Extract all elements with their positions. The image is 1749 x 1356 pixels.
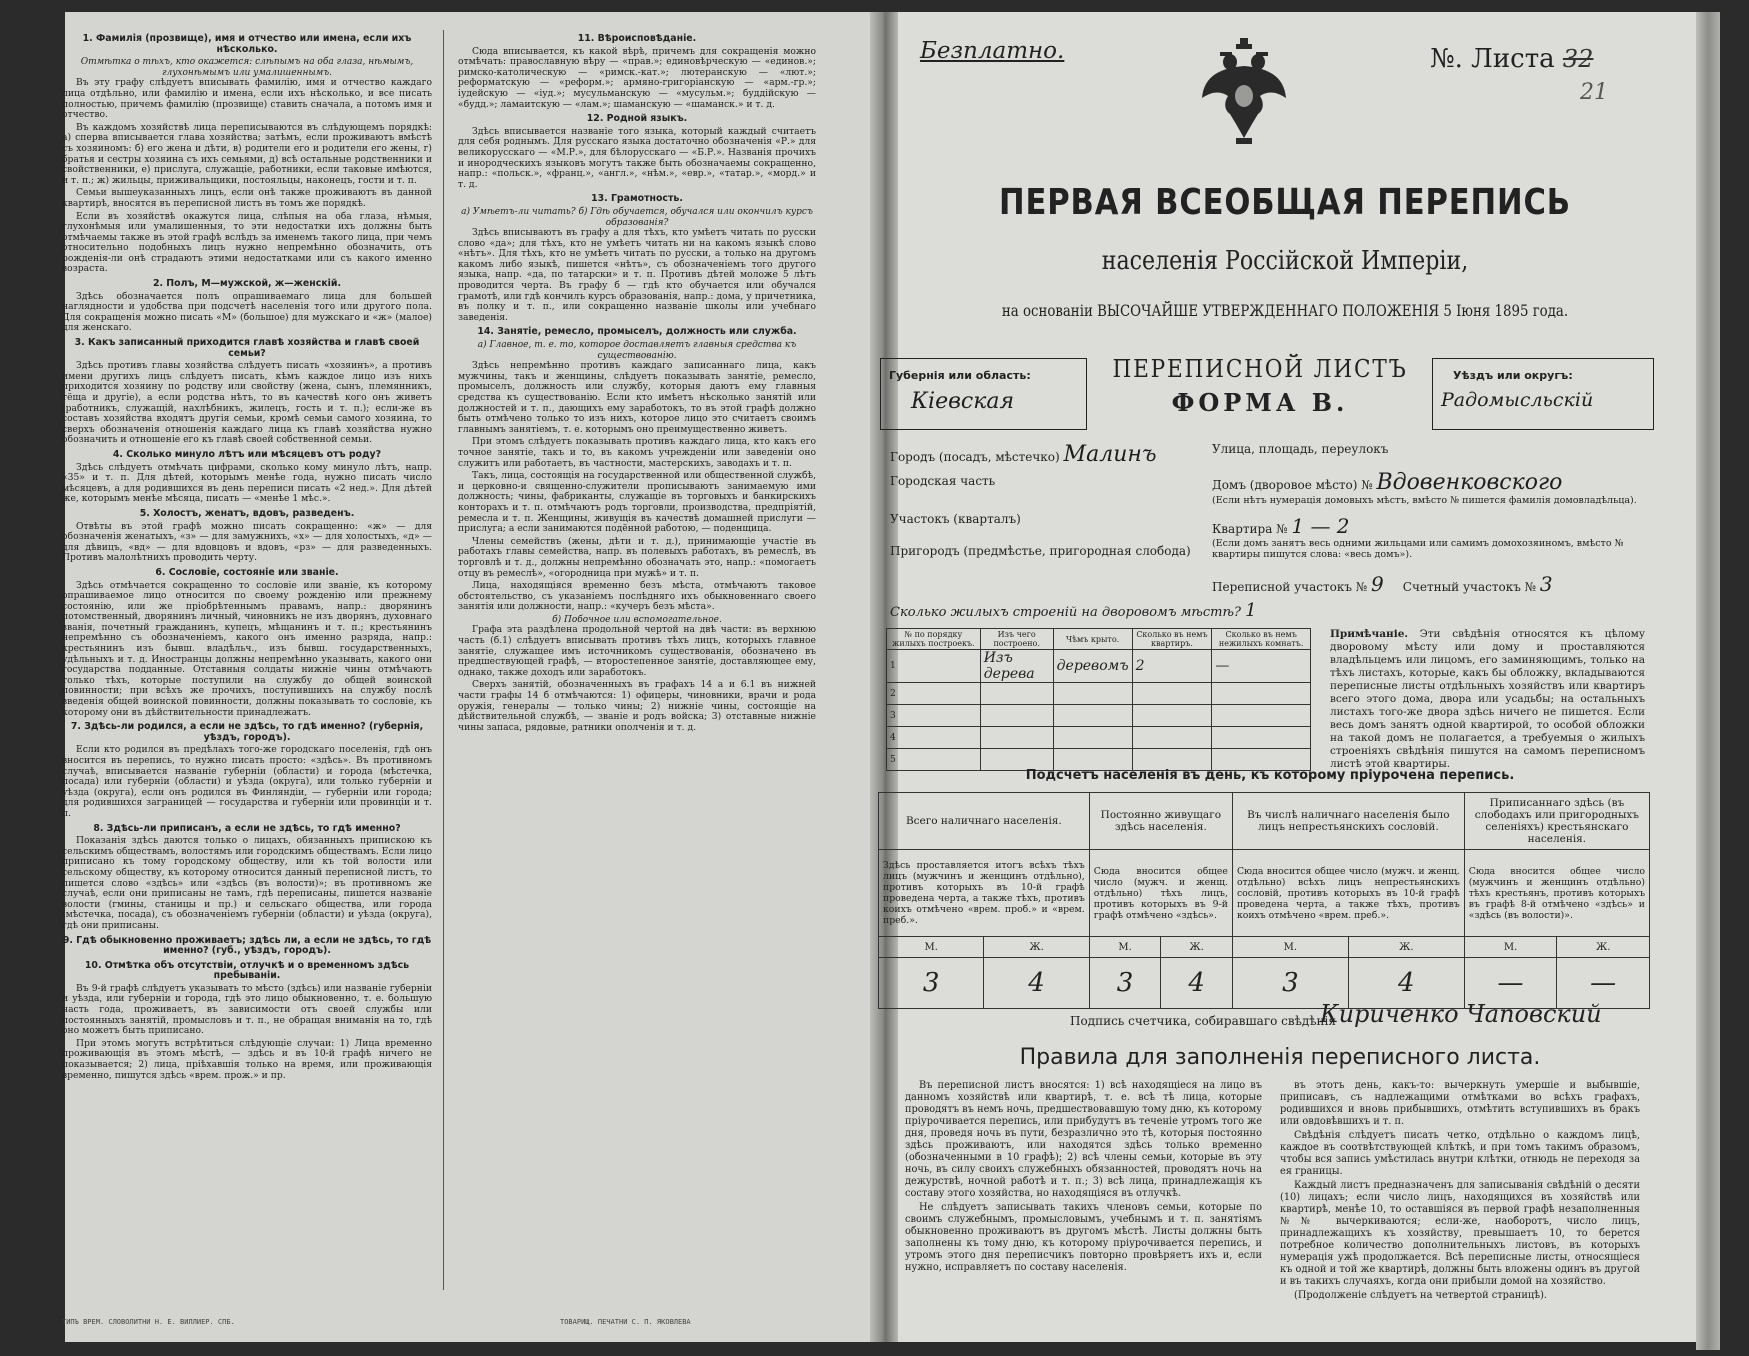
instructions-column-1 — [62, 30, 432, 1300]
uezd-label: Уѣздъ или округъ: — [1453, 369, 1573, 382]
tally-value: 3 — [879, 958, 984, 1009]
tally-description: Сюда вносится общее число (мужчинъ и женщинъ отдѣльно) тѣхъ крестьянъ, противъ которыхъ въ графѣ 8-й отмѣчено «здѣсь» и «здѣсь (въ волости)». — [1464, 850, 1649, 937]
tally-sex-label: М. — [1089, 937, 1161, 958]
rule-paragraph: Каждый листъ предназначенъ для записыванія свѣдѣній о десяти (10) лицахъ; если число лицъ, находящихся въ хозяйствѣ или квартирѣ, менѣе 10, то оставшіяся въ первой графѣ незаполненныя №№ вычеркиваются; если-же, наоборотъ, число лицъ, принадлежащихъ къ хозяйству, превышаетъ 10, то берется потребное количество дополнительныхъ листовъ, въ которыхъ нумерація ужѣ продолжается. Всѣ переписные листы, относящіеся къ одной и той же квартирѣ, должны быть вложены одинъ въ другой и въ такихъ случаяхъ, когда они прибыли домой на хозяйство. — [1280, 1180, 1640, 1287]
instruction-paragraph: Показанія здѣсь даются только о лицахъ, обязанныхъ припискою къ сельскимъ обществамъ, волостямъ или городскимъ обществамъ. Если лицо приписано къ тому городскому обществу, или къ той волости или сельскому обществу, къ которому относится данный переписной листъ, то пишется слово «здѣсь» или «здѣсь (въ волости)»; въ противномъ же случаѣ, если они приписаны не тамъ, гдѣ переписаны, пишется названіе волости (гмины, станицы и пр.) и сельскаго общества, или города (мѣстечка, посада), съ обозначеніемъ губерніи (области) и уѣзда (округа), гдѣ они приписаны. — [62, 835, 432, 931]
instruction-paragraph: Здѣсь обозначается полъ опрашиваемаго лица для большей наглядности и удобства при подсчетѣ населенія того или другого пола. Для сокращенія можно писать «М» (большое) для мужскаго и «ж» (малое) для женскаго. — [62, 290, 432, 334]
sheet-number — [1430, 44, 1593, 74]
count-area-label: Счетный участокъ № — [1402, 580, 1537, 594]
rule-paragraph: Свѣдѣнія слѣдуетъ писать четко, отдѣльно о каждомъ лицѣ, каждое въ соотвѣтствующей клѣткѣ, и при томъ такимъ образомъ, чтобы вся запись умѣстилась внутри клѣтки, отнюдь не переходя за ея границы. — [1280, 1130, 1640, 1177]
rules-column-2 — [1280, 1080, 1640, 1315]
table-row — [887, 705, 1311, 727]
instruction-paragraph: Здѣсь непремѣнно противъ каждаго записаннаго лица, какъ мужчины, такъ и женщины, слѣдуетъ показывать занятіе, ремесло, промыселъ, должность или службу, которыя даютъ ему главныя средства къ существованію. Если кто имѣетъ нѣсколько занятій или должностей и т. п., дающихъ ему заработокъ, то въ этой графѣ должно быть отмѣчено только то изъ нихъ, которое лицо это считаетъ своимъ главнымъ занятіемъ, т. е. которымъ оно преимущественно живетъ. — [458, 360, 816, 435]
instruction-paragraph: Здѣсь вписываютъ въ графу а для тѣхъ, кто умѣетъ читать по русски слово «да»; для тѣхъ, кто не умѣетъ читать ни на какомъ языкѣ слово «нѣтъ». Для тѣхъ, кто не умѣетъ читать по русски, а только на другомъ какомъ либо языкѣ, пишется «нѣтъ», съ обозначеніемъ того другого языка, напр. «да, по татарски» и т. п. Противъ дѣтей моложе 5 лѣтъ проводится черта. Въ графу б — гдѣ кто обучается или обучался грамотѣ, или гдѣ кончилъ курсъ образованія, напр.: дома, у причетника, въ полку и т. п., или сокращенно названіе школы или учебнаго заведенія. — [458, 227, 816, 323]
tally-sex-label: М. — [879, 937, 984, 958]
column-divider — [443, 30, 444, 1290]
census-subtitle: населенія Россійской Имперіи, — [1101, 246, 1469, 276]
instruction-paragraph: Графа эта раздѣлена продольной чертой на двѣ части: въ верхнюю часть (б.1) слѣдуетъ вписывать противъ тѣхъ лицъ, которыхъ главное занятіе, служащее имъ источникомъ существованія, обозначено въ предшествующей графѣ, — второстепенное занятіе, доставляющее ему, однако, также доходъ или заработокъ. — [458, 624, 816, 678]
buildings-table-header: № по порядку жилыхъ построекъ. — [887, 629, 981, 650]
buildings-table-cell — [1132, 683, 1212, 705]
buildings-table-header: Сколько въ немъ квартиръ. — [1132, 629, 1212, 650]
instruction-paragraph: Въ каждомъ хозяйствѣ лица переписываются въ слѣдующемъ порядкѣ: а) сперва вписывается глава хозяйства; затѣмъ, если проживаютъ вмѣстѣ съ хозяиномъ: б) его жена и дѣти, в) родители его и родители его жены, г) братья и сестры хозяина съ ихъ семьями, д) всѣ остальные родственники и свойственники, е) прислуга, служащіе, работники, если таковые имѣются, и т. п.; ж) жильцы, приживальщики, постояльцы, наконецъ, гости и т. п. — [62, 121, 432, 186]
street-label: Улица, площадь, переулокъ — [1212, 442, 1389, 456]
instruction-paragraph: Если въ хозяйствѣ окажутся лица, слѣпыя на оба глаза, нѣмыя, глухонѣмыя или умалишенныя, то эти недостатки ихъ должны быть отмѣчаемы также въ этой графѣ вслѣдъ за именемъ такого лица, при чемъ относительно подобныхъ лицъ нужно непремѣнно обозначить, отъ рожденія-ли онѣ страдаютъ этими недостатками или съ какого именно возраста. — [62, 210, 432, 275]
buildings-table-cell: 1 — [887, 650, 981, 683]
table-row — [887, 683, 1311, 705]
note-label: Примѣчаніе. — [1330, 628, 1409, 640]
instruction-paragraph: Лица, находящіяся временно безъ мѣста, отмѣчаютъ таковое обстоятельство, съ указаніемъ послѣдняго ихъ обыкновеннаго своего занятія или должности, напр.: «кучеръ безъ мѣста». — [458, 580, 816, 613]
section-heading: 4. Сколько минуло лѣтъ или мѣсяцевъ отъ роду? — [112, 448, 382, 460]
count-area-value: 3 — [1539, 572, 1553, 596]
tally-value: 3 — [1232, 958, 1348, 1009]
tally-value: 4 — [1161, 958, 1233, 1009]
tally-value: 4 — [1348, 958, 1464, 1009]
suburb-field — [890, 544, 1191, 558]
population-tally-table — [878, 792, 1650, 1009]
apartment-value: 1 — 2 — [1291, 514, 1350, 538]
buildings-table-cell: 2 — [1132, 650, 1212, 683]
uchastok-field — [890, 512, 1021, 526]
tally-header: Приписаннаго здѣсь (въ слободахъ или пригородныхъ селеніяхъ) крестьянскаго населенія. — [1464, 793, 1649, 850]
sheet-number-label: №. Листа — [1430, 44, 1555, 74]
rule-paragraph: (Продолженіе слѣдуетъ на четвертой страницѣ). — [1294, 1290, 1548, 1301]
buildings-table-cell: — — [1212, 650, 1311, 683]
buildings-table-cell: 3 — [887, 705, 981, 727]
section-heading: 5. Холостъ, женатъ, вдовъ, разведенъ. — [139, 507, 355, 519]
enumerator-signature: Кириченко Чаповский — [1320, 1000, 1602, 1028]
section-heading: 3. Какъ записанный приходится главѣ хозяйства и главѣ своей семьи? — [74, 337, 420, 359]
table-row — [887, 727, 1311, 749]
double-headed-eagle-emblem — [1200, 38, 1288, 146]
section-heading: 12. Родной языкъ. — [586, 113, 688, 125]
buildings-question — [890, 600, 1257, 621]
tally-sex-label: Ж. — [1161, 937, 1233, 958]
district-field — [890, 474, 995, 488]
instruction-paragraph: Здѣсь отмѣчается сокращенно то сословіе или званіе, къ которому опрашиваемое лицо относится по своему рожденію или прежнему состоянію, или же пріобрѣтеннымъ правамъ, напр.: дворянинъ потомственный, дворянинъ личный, чиновникъ не изъ дворянъ, духовнаго званія, почетный гражданинъ, купецъ, мѣщанинъ и т. п.; крестьянинъ непремѣнно съ обозначеніемъ, какого онъ именно разряда, напр.: крестьянинъ изъ бывш. владѣльч., изъ бывш. государственныхъ, удѣльныхъ и т. д. Иностранцы должны непремѣнно указывать, какого они государства подданные. Отставныя солдаты нижніе чины отмѣчаютъ только тѣхъ, которые поступили на службу до общей воинской повинности; при всѣхъ же прочихъ, поступившихъ на службу послѣ введенія общей воинской повинности, должны показывать то сословіе, къ которому они въ дѣйствительности принадлежатъ. — [62, 579, 432, 718]
instruction-paragraph: Сюда вписывается, къ какой вѣрѣ, причемъ для сокращенія можно отмѣчать: православную вѣру — «прав.»; единовѣрческую — «единов.»; римско-католическую — «римск.-кат.»; лютеранскую — «лют.»; реформатскую — «реформ.»; армяно-григоріанскую — «арм.-гр.»; іудейскую — «іуд.»; мусульманскую — «мусульм.»; буддійскую — «будд.»; ламаитскую — «лам.»; шаманскую — «шаманск.» и т. д. — [458, 45, 816, 110]
tally-description: Сюда вносится общее число (мужч. и женщ. отдѣльно) тѣхъ лицъ, противъ которыхъ въ 9-й графѣ отмѣчено «здѣсь». — [1089, 850, 1232, 937]
buildings-table-cell — [980, 727, 1053, 749]
section-heading: 11. Вѣроисповѣданіе. — [577, 33, 697, 44]
tally-description: Здѣсь проставляется итогъ всѣхъ тѣхъ лицъ (мужчинъ и женщинъ отдѣльно), противъ которыхъ въ 10-й графѣ проведена черта, а также тѣхъ, противъ коихъ отмѣчено «врем. проб.» и «врем. преб.». — [879, 850, 1090, 937]
buildings-label: Сколько жилыхъ строеній на дворовомъ мѣстѣ? — [890, 605, 1241, 620]
city-field — [890, 442, 1157, 467]
note-text: Эти свѣдѣнія относятся къ цѣлому дворовому мѣсту или дому и проставляются владѣльцемъ или лицомъ, его заминяющимъ, только на тѣхъ листахъ, которые, какъ бы обложку, вкладываются переписные листы отдѣльныхъ хозяйствъ или квартиръ всего этого дома, двора или усадьбы; на остальныхъ листахъ того-же двора здѣсь ничего не пишется. Если весь домъ занятъ одной квартирой, то особой обложки на такой домъ не полагается, а требуемыя о жилыхъ строеніяхъ свѣдѣнія пишутся на самомъ переписномъ листѣ этой квартиры. — [1330, 628, 1645, 770]
instruction-paragraph: Въ эту графу слѣдуетъ вписывать фамилію, имя и отчество каждаго лица отдѣльно, или фамилію и имена, если ихъ нѣсколько, и все писать полностью, причемъ фамилію (прозвище) ставить сначала, а потомъ имя и отчество. — [62, 77, 432, 121]
house-note: (Если нѣтъ нумерація домовыхъ мѣстъ, вмѣсто № пишется фамилія домовладѣльца). — [1212, 495, 1637, 506]
buildings-table — [886, 628, 1311, 771]
rule-paragraph: Не слѣдуетъ записывать такихъ членовъ семьи, которые по своимъ служебнымъ, промысловымъ, учебнымъ и т. п. занятіямъ обыкновенно проживаютъ въ другомъ мѣстѣ. Листы должны быть заполнены къ тому дню, къ которому пріурочивается перепись, и утромъ этого дня переписчикъ повторно провѣряетъ ихъ и, если нужно, исправляетъ по составу населенія. — [905, 1202, 1262, 1273]
tally-value: 4 — [984, 958, 1089, 1009]
buildings-table-cell — [1132, 727, 1212, 749]
tally-sex-label: Ж. — [1348, 937, 1464, 958]
buildings-table-cell — [1053, 683, 1132, 705]
buildings-value: 1 — [1245, 600, 1257, 621]
instructions-column-2 — [458, 30, 816, 1300]
instruction-paragraph: Отвѣты въ этой графѣ можно писать сокращенно: «ж» — для обозначенія женатыхъ, «з» — для замужнихъ, «х» — для холостыхъ, «д» — для дѣвицъ, «вд» — для вдовцовъ и вдовъ, «рз» — для разведенныхъ. Противъ малолѣтнихъ проводить черту. — [62, 520, 432, 564]
guberniya-label: Губернія или область: — [889, 369, 1031, 382]
printer-footnote-left: ТИПЪ ВРЕМ. СЛОВОЛИТНИ Н. Е. ВИЛЛИЕР. СПБ. — [62, 1318, 235, 1326]
sheet-number-handwritten: 21 — [1580, 80, 1608, 105]
buildings-table-cell — [1132, 705, 1212, 727]
rule-paragraph: въ этотъ день, какъ-то: вычеркнуть умершіе и выбывшіе, приписавъ, съ надлежащими отмѣтками во всѣхъ графахъ, родившихся и вновь прибывшихъ, отмѣтить вступившихъ въ бракъ или овдовѣвшихъ и т. п. — [1280, 1080, 1640, 1127]
buildings-table-cell: 4 — [887, 727, 981, 749]
tally-sex-label: Ж. — [1557, 937, 1650, 958]
house-label: Домъ (дворовое мѣсто) № — [1212, 478, 1373, 492]
house-field — [1212, 470, 1652, 506]
cover-edge — [1696, 12, 1720, 1350]
section-subheading: а) Умѣетъ-ли читать? б) Гдѣ обучается, обучался или окончилъ курсъ образованія? — [461, 206, 813, 228]
suburb-label: Пригородъ (предмѣстье, пригородная слобода) — [890, 544, 1191, 558]
city-value: Малинъ — [1063, 442, 1157, 467]
rules-title: Правила для заполненія переписного листа. — [1019, 1045, 1541, 1070]
apartment-note: (Если домъ занятъ весь одними жильцами или самимъ домохозяиномъ, вмѣсто № квартиры пишутся слова: «весь домъ»). — [1212, 538, 1624, 560]
instruction-paragraph: Здѣсь вписывается названіе того языка, который каждый считаетъ для себя роднымъ. Для русскаго языка достаточно обозначенія «Р.» для великорусскаго — «М.Р.», для бѣлорусскаго — «Б.Р.». Названія прочихъ и инородческихъ языковъ могутъ также быть обозначаемы сокращенно, напр.: «польск.», «франц.», «англ.», «нѣм.», «евр.», «татар.», «морд.» и т. д. — [458, 125, 816, 190]
enumerator-signature-label: Подпись счетчика, собиравшаго свѣдѣнія — [1070, 1014, 1336, 1028]
census-area-field — [1212, 572, 1553, 596]
section-heading: 8. Здѣсь-ли приписанъ, а если не здѣсь, то гдѣ именно? — [93, 822, 401, 834]
buildings-table-header: Изъ чего построено. — [980, 629, 1053, 650]
instruction-paragraph: Сверхъ занятій, обозначенныхъ въ графахъ 14 а и 6.1 въ нижней части графы 14 б отмѣчаются: 1) офицеры, чиновники, врачи и рода оружія, генералы — только чины; 2) нижніе чины, состоящіе на дѣйствительной службѣ, — званіе и родъ войска; 3) отставные нижніе чины запаса, рядовые, ратники ополченія и т. д. — [458, 679, 816, 733]
instruction-paragraph: Здѣсь противъ главы хозяйства слѣдуетъ писать «хозяинъ», а противъ имени другихъ лицъ слѣдуетъ писать, кѣмъ каждое лицо изъ нихъ приходится хозяину по родству или свойству (жена, сынъ, племянникъ, тёща и другіе), а если родства нѣтъ, то въ качествѣ кого онъ живетъ (работникъ, служащій, нахлѣбникъ, жилецъ, гость и т. п.); если-же въ составъ хозяйства входятъ другія семьи, кромѣ семьи самого хозяина, то сверхъ обозначенія отношенія каждаго лица къ главѣ хозяйства нужно обозначить и отношеніе его къ главѣ своей собственной семьи. — [62, 360, 432, 446]
section-heading: 14. Занятіе, ремесло, промыселъ, должность или служба. — [477, 326, 797, 338]
buildings-table-cell: 5 — [887, 749, 981, 771]
tally-value: — — [1464, 958, 1557, 1009]
table-row — [887, 650, 1311, 683]
buildings-table-header: Чѣмъ крыто. — [1053, 629, 1132, 650]
tally-sex-label: М. — [1232, 937, 1348, 958]
guberniya-box — [880, 358, 1087, 430]
instruction-paragraph: Въ 9-й графѣ слѣдуетъ указывать то мѣсто (здѣсь) или названіе губерніи и уѣзда, или губерніи и города, гдѣ это лицо обыкновенно, т. е. большую часть года, проживаетъ, въ зависимости отъ своей службы или постоянныхъ занятій, промысловъ и т. п., не обращая вниманія на то, гдѣ оно можетъ быть приписано. — [62, 982, 432, 1037]
section-heading: 6. Сословіе, состояніе или званіе. — [155, 566, 339, 578]
rule-paragraph: Въ переписной листъ вносятся: 1) всѣ находящіеся на лицо въ данномъ хозяйствѣ или квартирѣ, т. е. всѣ тѣ лица, которые проводятъ въ немъ ночь, предшествовавшую тому дню, къ которому пріурочивается перепись, или прибудутъ въ теченіе утромъ того же дня, проведя ночь въ пути, безразлично это тѣ, которыя постоянно здѣсь проживаютъ, или находятся здѣсь только временно (обозначенными в 10 графѣ); 2) всѣ члены семьи, которые въ эту ночь, въ силу своихъ служебныхъ обязанностей, проводятъ ночь на дежурствѣ, ночной работѣ и т. п.; 3) всѣ лица, принадлежащія къ составу этого хозяйства, но находящіяся въ отлучкѣ. — [905, 1080, 1262, 1199]
instruction-paragraph: Здѣсь слѣдуетъ отмѣчать цифрами, сколько кому минуло лѣтъ, напр. «35» и т. п. Для дѣтей, которымъ менѣе года, нужно писать число мѣсяцевъ, а для родившихся въ день переписи писать «2 нед.». Для дѣтей же, которымъ менѣе мѣсяца, писать — «менѣе 1 мѣс.». — [62, 461, 432, 505]
section-heading: 1. Фамилія (прозвище), имя и отчество или имена, если ихъ нѣсколько. — [82, 33, 412, 55]
uchastok-label: Участокъ (кварталъ) — [890, 512, 1021, 526]
section-heading: 10. Отмѣтка объ отсутствіи, отлучкѣ и о временномъ здѣсь пребываніи. — [84, 959, 410, 982]
census-title: ПЕРВАЯ ВСЕОБЩАЯ ПЕРЕПИСЬ — [999, 182, 1571, 223]
census-area-value: 9 — [1370, 572, 1384, 596]
buildings-table-header: Сколько въ немъ нежилыхъ комнатъ. — [1212, 629, 1311, 650]
printer-footnote-right: ТОВАРИЩ. ПЕЧАТНИ С. П. ЯКОВЛЕВА — [560, 1318, 691, 1326]
tally-description: Сюда вносится общее число (мужч. и женщ. отдѣльно) всѣхъ лицъ непрестьянскихъ сословій, противъ которыхъ въ 10-й графѣ проведена черта, а также тѣхъ, противъ коихъ отмѣчено «врем. преб.». — [1232, 850, 1464, 937]
buildings-table-cell: Изъ дерева — [980, 650, 1053, 683]
free-label: Безплатно. — [920, 38, 1065, 64]
tally-heading: Подсчетъ населенія въ день, къ которому пріурочена перепись. — [1025, 768, 1515, 783]
section-heading: 13. Грамотность. — [591, 193, 683, 205]
rules-column-1 — [905, 1080, 1262, 1315]
instruction-paragraph: При этомъ слѣдуетъ показывать противъ каждаго лица, кто какъ его точное занятіе, такъ и то, въ какомъ учрежденіи или заведеніи оно служитъ или работаетъ, въ частности, мастерскихъ, заводахъ и т. п. — [458, 436, 816, 469]
instruction-paragraph: Если кто родился въ предѣлахъ того-же городскаго поселенія, гдѣ онъ вносится въ перепись, то нужно писать просто: «здѣсь». Въ противномъ случаѣ, вписывается названіе губерніи (области) и города (мѣстечка, посада) или губерніи (области) и уѣзда (округа), или только губерніи и уѣзда (округа), если онъ родился въ Финляндіи, — губерніи или города; для родившихся заграницей — государства и губерніи или провинціи и т. п. — [62, 744, 432, 819]
house-value: Вдовенковского — [1376, 470, 1563, 495]
instruction-paragraph: Семьи вышеуказанныхъ лицъ, если онѣ также проживаютъ въ данной квартирѣ, вносятся въ переписной листъ въ томъ же порядкѣ. — [62, 187, 432, 209]
buildings-table-cell — [1212, 727, 1311, 749]
section-heading: 7. Здѣсь-ли родился, а если не здѣсь, то гдѣ именно? (губернія, уѣздъ, городъ). — [70, 721, 424, 743]
decree-line: на основаніи ВЫСОЧАЙШЕ УТВЕРЖДЕННАГО ПОЛОЖЕНІЯ 5 Іюня 1895 года. — [1001, 302, 1569, 320]
buildings-table-cell — [1053, 705, 1132, 727]
buildings-table-cell — [980, 705, 1053, 727]
uezd-box — [1432, 358, 1654, 430]
buildings-table-cell — [1212, 683, 1311, 705]
buildings-note — [1330, 628, 1645, 771]
instruction-paragraph: Такъ, лица, состоящія на государственной или общественной службѣ, и церковно-и священно-служители прописываютъ занимаемую ими должность; чины, фабриканты, служащіе въ торговыхъ и банкирскихъ конторахъ и т. п. отмѣчаютъ родъ торговли, производства, предпріятій, ремесла и т. п. Женщины, живущія въ качествѣ домашней прислуги — прислуга; а если занимаются подённой работою, — поденщица. — [458, 470, 816, 535]
sheet-number-crossed: 32 — [1562, 45, 1594, 73]
tally-header: Постоянно живущаго здѣсь населенія. — [1089, 793, 1232, 850]
instruction-paragraph: Члены семействъ (жены, дѣти и т. д.), принимающіе участіе въ работахъ главы семейства, напр. въ полевыхъ работахъ, въ ремеслѣ, въ торговлѣ и т. д., должны непремѣнно обозначать это, напр.: «помогаетъ отцу въ ремеслѣ», «огородница при мужѣ» и т. п. — [458, 535, 816, 579]
section-heading: 2. Полъ, М—мужской, ж—женскій. — [152, 278, 342, 290]
uezd-value: Радомысльскій — [1441, 389, 1594, 411]
tally-sex-label: М. — [1464, 937, 1557, 958]
street-field — [1212, 442, 1388, 456]
section-subheading: а) Главное, т. е. то, которое доставляетъ главныя средства къ существованію. — [477, 340, 797, 361]
tally-sex-label: Ж. — [984, 937, 1089, 958]
tally-header: Всего наличнаго населенія. — [879, 793, 1090, 850]
apartment-label: Квартира № — [1212, 522, 1288, 536]
form-title: ПЕРЕПИСНОЙ ЛИСТЪ — [1112, 355, 1408, 383]
city-label: Городъ (посадъ, мѣстечко) — [890, 450, 1060, 464]
buildings-table-cell — [1053, 727, 1132, 749]
instruction-paragraph: При этомъ могутъ встрѣтиться слѣдующіе случаи: 1) Лица временно проживающія въ этомъ мѣстѣ, — здѣсь и въ 10-й графѣ ничего не показывается; 2) лица, пріѣхавшія только на время, или проживающія временно, пишутся здѣсь «врем. прож.» и пр. — [62, 1037, 432, 1081]
guberniya-value: Кіевская — [911, 389, 1015, 414]
section-subheading: Отмѣтка о тѣхъ, кто окажется: слѣпымъ на оба глаза, нѣмымъ, глухонѣмымъ или умалишеннымъ. — [80, 57, 414, 78]
buildings-table-cell: 2 — [887, 683, 981, 705]
apartment-field — [1212, 514, 1652, 560]
tally-value: 3 — [1089, 958, 1161, 1009]
buildings-table-cell — [1212, 705, 1311, 727]
district-label: Городская часть — [890, 474, 996, 488]
section-heading: 9. Гдѣ обыкновенно проживаетъ; здѣсь ли, а если не здѣсь, то гдѣ именно? (губ., уѣздъ, городъ). — [62, 934, 432, 957]
census-area-label: Переписной участокъ № — [1212, 580, 1368, 594]
tally-value: — — [1557, 958, 1650, 1009]
buildings-table-cell — [980, 683, 1053, 705]
tally-header: Въ числѣ наличнаго населенія было лицъ непрестьянскихъ сословій. — [1232, 793, 1464, 850]
section-subheading: б) Побочное или вспомогательное. — [552, 614, 722, 625]
buildings-table-cell: деревомъ — [1053, 650, 1132, 683]
form-name: ФОРМА В. — [1171, 388, 1349, 417]
